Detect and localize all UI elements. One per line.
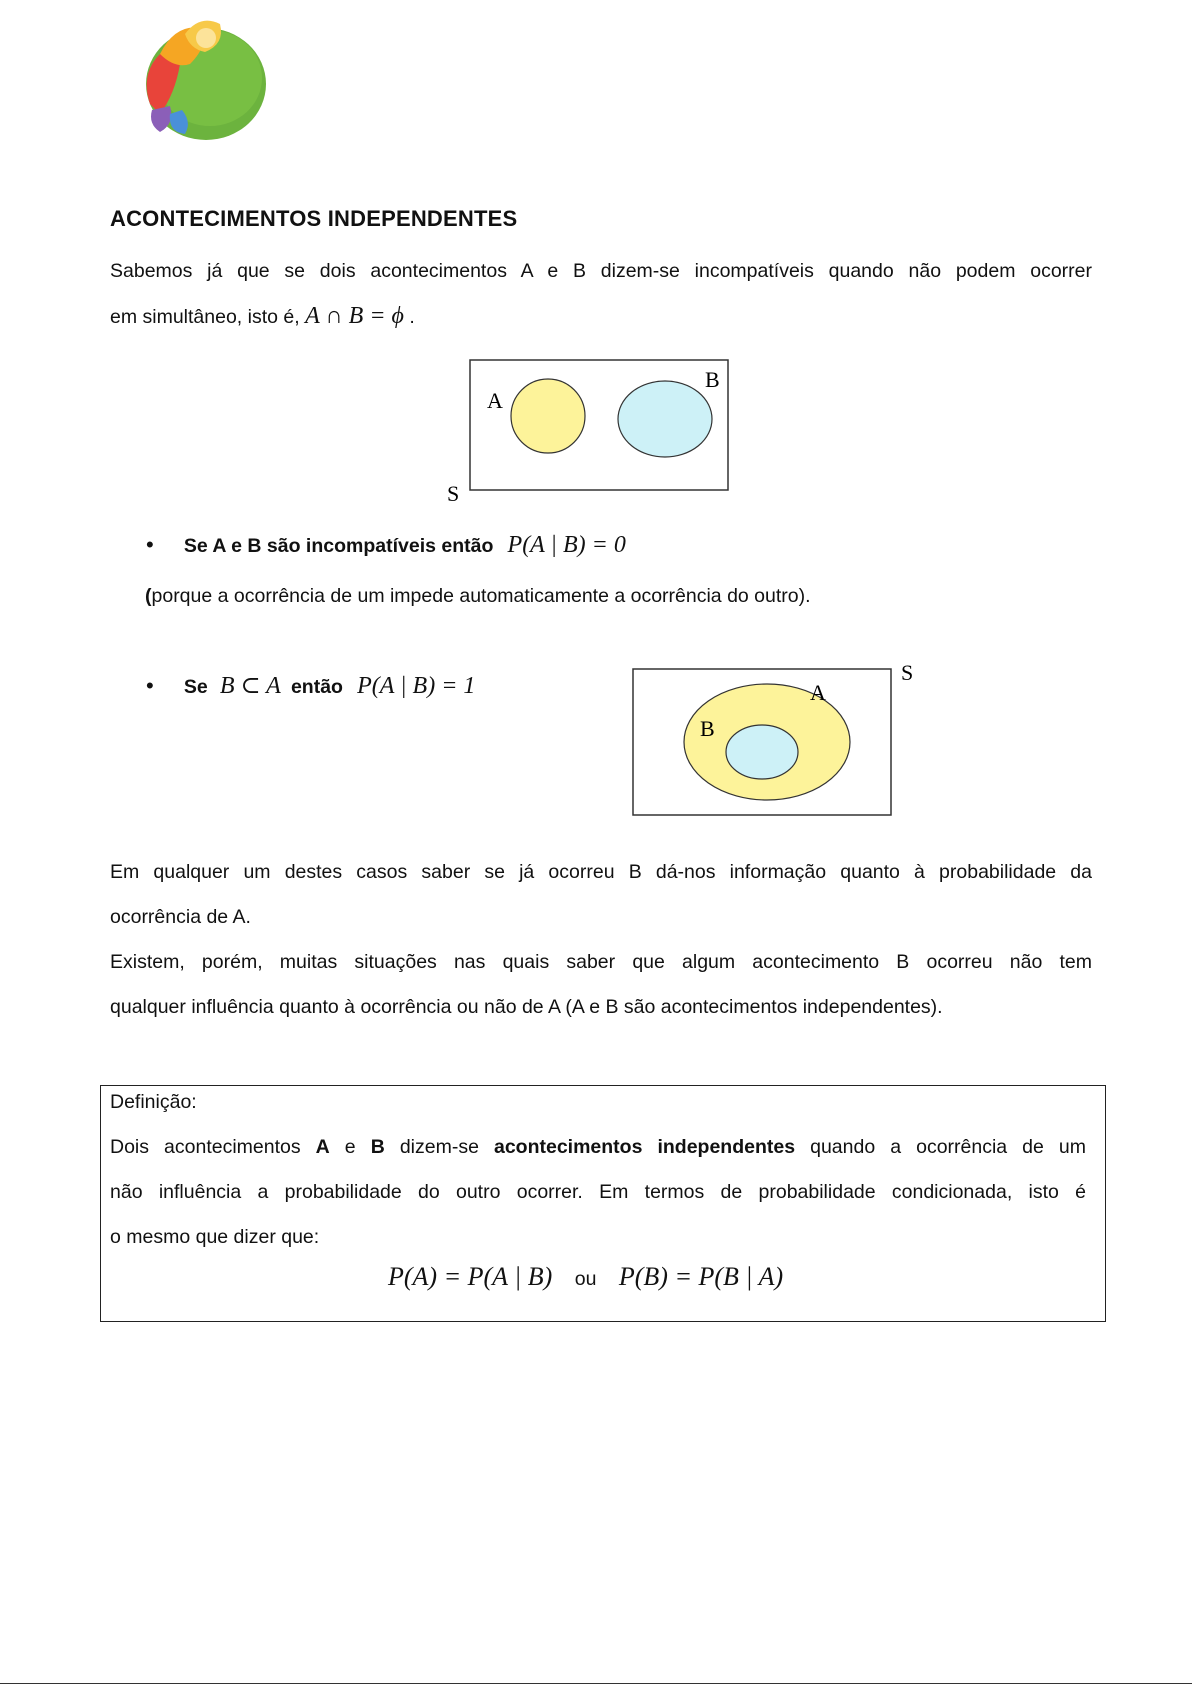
- def-set-b: B: [370, 1136, 385, 1158]
- definition-formula: [388, 1262, 783, 1292]
- def-text: quando a ocorrência de um: [795, 1136, 1087, 1158]
- page-title: ACONTECIMENTOS INDEPENDENTES: [110, 206, 518, 231]
- set-b-ellipse: [726, 725, 798, 779]
- bullet-2-math: P(A | B) = 1: [357, 673, 476, 699]
- bullet-2-entao: então: [290, 676, 343, 698]
- def-text: Dois acontecimentos: [110, 1136, 316, 1158]
- bullet-2: [146, 671, 475, 700]
- diagram2-label-s: S: [901, 660, 914, 685]
- definition-line-3: o mesmo que dizer que:: [110, 1226, 320, 1248]
- bullet-1-note: [145, 578, 811, 614]
- note-open-paren: (: [145, 585, 152, 607]
- bullet-1-text: Se A e B são incompatíveis então: [183, 535, 494, 557]
- intro-line-2-end: .: [409, 306, 415, 328]
- bullet-2-subset-math: B ⊂ A: [219, 673, 281, 699]
- diagram1-label-s: S: [447, 481, 460, 505]
- intro-line-1: Sabemos já que se dois acontecimentos A e B dizem-se incompatíveis quando não podem ocorrer: [110, 260, 1092, 282]
- set-b-circle: [618, 381, 712, 457]
- def-text: dizem-se: [384, 1136, 494, 1158]
- formula-left: P(A) = P(A | B): [388, 1262, 553, 1291]
- intro-line-2: [110, 303, 415, 329]
- bullet-dot: •: [146, 532, 154, 557]
- bullet-1-math: P(A | B) = 0: [507, 532, 626, 558]
- bullet-1: [146, 532, 626, 559]
- intro-paragraph: [110, 249, 1092, 340]
- diagram1-label-a: A: [487, 388, 503, 413]
- page-bottom-rule: [0, 1683, 1192, 1684]
- def-set-a: A: [315, 1136, 330, 1158]
- diagram2-label-b: B: [700, 716, 715, 741]
- venn-disjoint-diagram: [440, 355, 740, 505]
- set-a-circle: [511, 379, 585, 453]
- para2-line-2: ocorrência de A.: [110, 906, 251, 928]
- note-text: porque a ocorrência de um impede automaticamente a ocorrência do outro).: [151, 585, 811, 607]
- para2-line-3: Existem, porém, muitas situações nas quais saber que algum acontecimento B ocorreu não tem: [110, 951, 1092, 973]
- intro-line-2-text: em simultâneo, isto é,: [110, 306, 306, 328]
- formula-ou: ou: [574, 1268, 597, 1290]
- definition-line-1: [110, 1125, 1086, 1170]
- formula-right: P(B) = P(B | A): [618, 1262, 784, 1291]
- logo: [130, 14, 270, 142]
- para2-line-4: qualquer influência quanto à ocorrência ou não de A (A e B são acontecimentos independentes).: [110, 996, 943, 1018]
- bullet-2-se: Se: [183, 676, 208, 698]
- def-bold-term: acontecimentos independentes: [493, 1136, 796, 1158]
- diagram1-label-b: B: [705, 367, 720, 392]
- paragraph-2: [110, 850, 1092, 1030]
- bullet-dot: •: [146, 673, 154, 698]
- definition-line-2: não influência a probabilidade do outro ocorrer. Em termos de probabilidade condicionada, isto é: [110, 1181, 1086, 1203]
- def-text: e: [329, 1136, 371, 1158]
- definition-heading: Definição:: [110, 1091, 197, 1113]
- para2-line-1: Em qualquer um destes casos saber se já ocorreu B dá-nos informação quanto à probabilidade da: [110, 861, 1092, 883]
- intro-math: A ∩ B = ϕ: [305, 303, 404, 329]
- definition-content: [110, 1080, 1086, 1260]
- diagram2-label-a: A: [810, 680, 826, 705]
- venn-subset-diagram: [625, 660, 925, 820]
